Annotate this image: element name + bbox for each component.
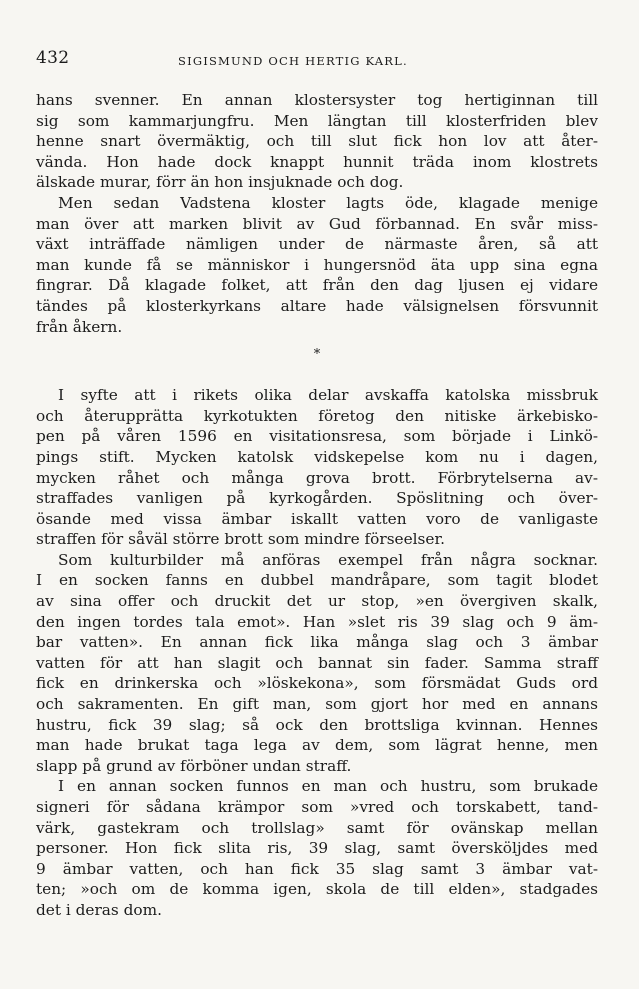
section-separator: * (313, 347, 321, 363)
text-line: vatten för att han slagit och bannat sin fader. Samma straff (36, 653, 598, 672)
text-line: från åkern. (36, 317, 123, 336)
text-line: I en socken fanns en dubbel mandråpare, som tagit blodet (36, 571, 598, 590)
text-line: sig som kammarjungfru. Men längtan till klosterfriden blev (36, 111, 598, 130)
text-line: den ingen tordes tala emot». Han »slet ris 39 slag och 9 äm- (36, 612, 598, 631)
text-line: tändes på klosterkyrkans altare hade välsignelsen försvunnit (36, 296, 598, 315)
text-line: ösande med vissa ämbar iskallt vatten voro de vanligaste (36, 509, 598, 528)
text-line: fingrar. Då klagade folket, att från den dag ljusen ej vidare (36, 276, 598, 295)
text-line: I en annan socken funnos en man och hustru, som brukade (58, 777, 598, 796)
page-header (36, 40, 598, 74)
text-line: fick en drinkerska och »löskekona», som försmädat Guds ord (36, 674, 598, 693)
text-line: man över att marken blivit av Gud förbannad. En svår miss- (36, 214, 598, 233)
text-line: värk, gastekram och trollslag» samt för ovänskap mellan (36, 818, 598, 837)
text-line: slapp på grund av förböner undan straff. (36, 756, 352, 775)
text-line: det i deras dom. (36, 900, 162, 919)
text-line: bar vatten». En annan fick lika många slag och 3 ämbar (36, 633, 598, 652)
text-line: man hade brukat taga lega av dem, som lägrat henne, men (36, 736, 598, 755)
text-line: pen på våren 1596 en visitationsresa, som började i Linkö- (36, 427, 598, 446)
text-line: vända. Hon hade dock knappt hunnit träda inom klostrets (36, 152, 598, 171)
text-line: av sina offer och druckit det ur stop, »en övergiven skalk, (36, 592, 598, 611)
book-page (36, 40, 598, 921)
text-line: mycken råhet och många grova brott. Förbrytelserna av- (36, 468, 598, 487)
text-line: pings stift. Mycken katolsk vidskepelse kom nu i dagen, (36, 447, 598, 466)
text-line: ten; »och om de komma igen, skola de till elden», stadgades (36, 880, 598, 899)
text-line: växt inträffade nämligen under de närmaste åren, så att (36, 235, 598, 254)
text-line: hans svenner. En annan klostersyster tog hertiginnan till (36, 91, 598, 109)
text-line: man kunde få se människor i hungersnöd äta upp sina egna (36, 255, 598, 274)
text-line: 9 ämbar vatten, och han fick 35 slag samt 3 ämbar vat- (36, 859, 598, 878)
text-line: och sakramenten. En gift man, som gjort hor med en annans (36, 695, 598, 714)
text-block-2 (36, 385, 598, 920)
text-line: Men sedan Vadstena kloster lagts öde, klagade menige (58, 193, 598, 212)
page-number: 432 (36, 48, 70, 68)
text-block-1 (36, 90, 598, 337)
text-line: hustru, fick 39 slag; så ock den brottsliga kvinnan. Hennes (36, 715, 598, 734)
text-line: och återupprätta kyrkotukten företog den nitiske ärkebisko- (36, 406, 598, 425)
text-line: I syfte att i rikets olika delar avskaffa katolska missbruk (58, 386, 598, 405)
text-line: Som kulturbilder må anföras exempel från några socknar. (58, 550, 598, 569)
text-line: straffen för såväl större brott som mindre förseelser. (36, 530, 445, 549)
text-line: henne snart övermäktig, och till slut fick hon lov att åter- (36, 132, 598, 151)
text-line: personer. Hon fick slita ris, 39 slag, samt översköljdes med (36, 839, 598, 858)
text-line: straffades vanligen på kyrkogården. Spöslitning och över- (36, 489, 598, 508)
text-line: signeri för sådana krämpor som »vred och torskabett, tand- (36, 798, 598, 816)
running-head: SIGISMUND OCH HERTIG KARL. (178, 54, 408, 68)
text-line: älskade murar, förr än hon insjuknade och dog. (36, 173, 404, 192)
